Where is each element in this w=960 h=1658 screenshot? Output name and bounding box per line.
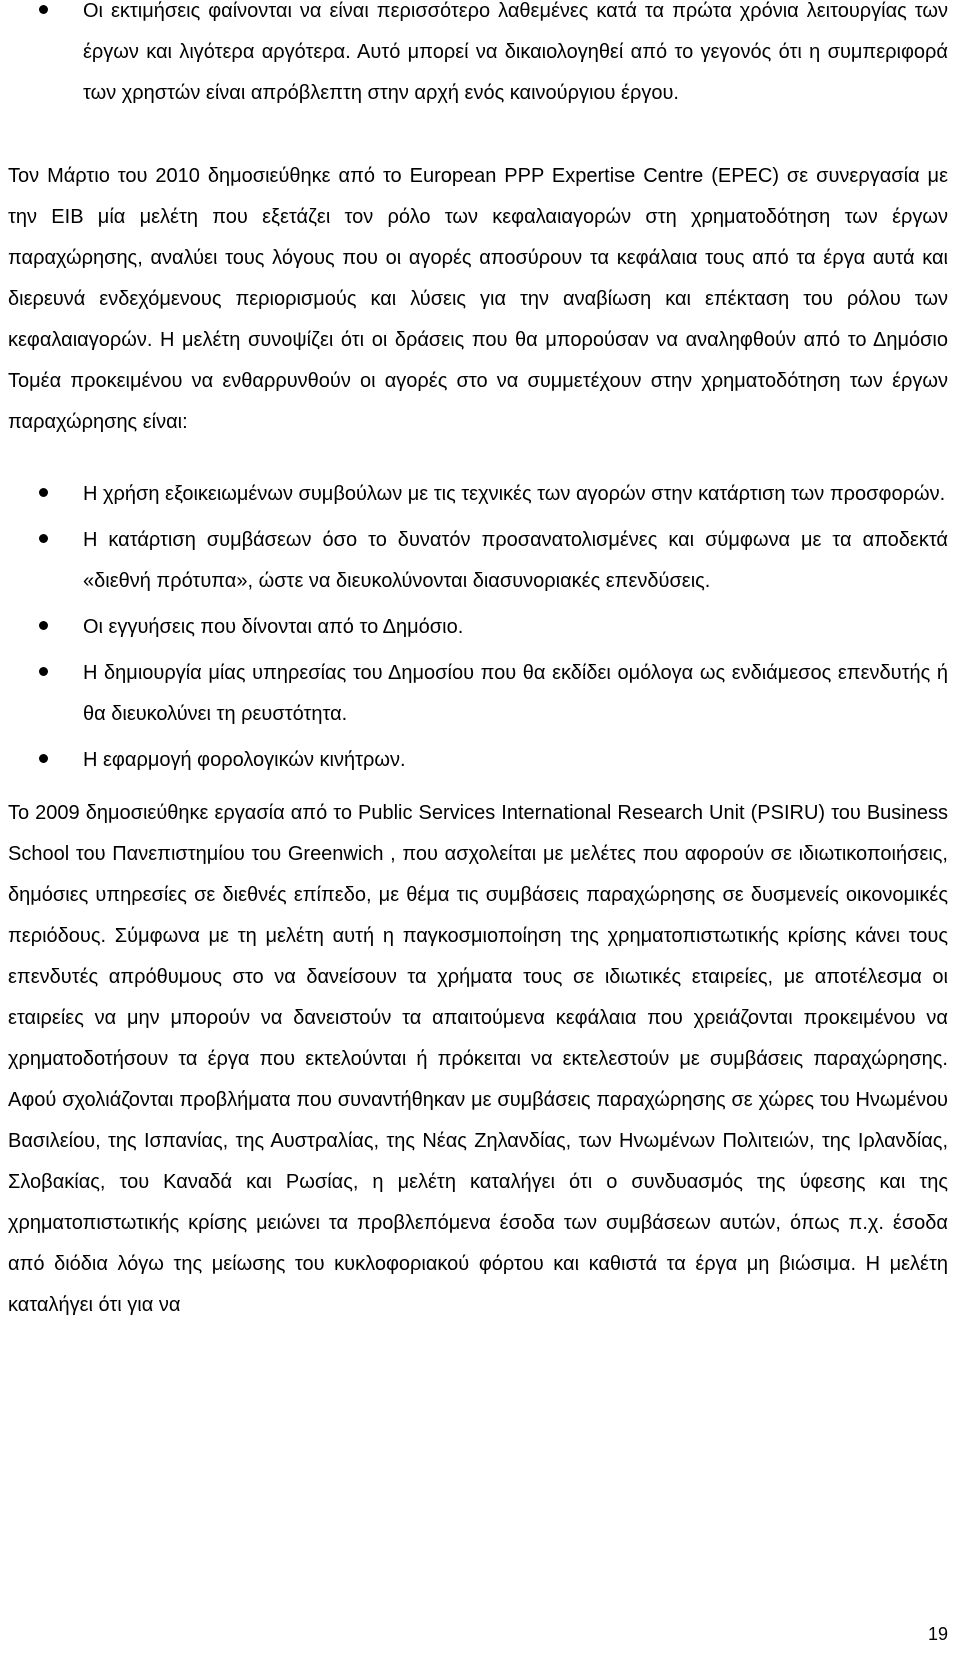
bullet-icon <box>39 667 48 676</box>
list-item-text: Οι εκτιμήσεις φαίνονται να είναι περισσότερο λαθεμένες κατά τα πρώτα χρόνια λειτουργίας των έργων και λιγότερα αργότερα. Αυτό μπορεί να δικαιολογηθεί από το γεγονός ότι η συμπεριφορά των χρηστών είναι απρόβλεπτη στην αρχή ενός καινούργιου έργου. <box>83 0 948 104</box>
list-item-text: Η χρήση εξοικειωμένων συμβούλων με τις τεχνικές των αγορών στην κατάρτιση των προσφορών. <box>83 483 946 505</box>
list-item <box>8 653 948 735</box>
bullet-icon <box>39 5 48 14</box>
bullet-icon <box>39 488 48 497</box>
list-item <box>8 0 948 114</box>
measures-bullet-list <box>8 474 948 781</box>
list-item-text: Η δημιουργία μίας υπηρεσίας του Δημοσίου που θα εκδίδει ομόλογα ως ενδιάμεσος επενδυτής ή θα διευκολύνει τη ρευστότητα. <box>83 662 948 725</box>
bullet-icon <box>39 621 48 630</box>
document-page <box>8 0 948 1326</box>
paragraph-psiru-study: Το 2009 δημοσιεύθηκε εργασία από το Public Services International Research Unit (PSIRU) του Business School του Πανεπιστημίου του Greenwich , που ασχολείται με μελέτες που αφορούν σε ιδιωτικοποιήσεις, δημόσιες υπηρεσίες σε διεθνές επίπεδο, με θέμα τις συμβάσεις παραχώρησης σε δυσμενείς οικονομικές περιόδους. Σύμφωνα με τη μελέτη αυτή η παγκοσμιοποίηση της χρηματοπιστωτικής κρίσης κάνει τους επενδυτές απρόθυμους στο να δανείσουν τα χρήματα τους σε ιδιωτικές εταιρείες, με αποτέλεσμα οι εταιρείες να μην μπορούν να δανειστούν τα απαιτούμενα κεφάλαια που χρειάζονται προκειμένου να χρηματοδοτήσουν τα έργα που εκτελούνται ή πρόκειται να εκτελεστούν με συμβάσεις παραχώρησης. Αφού σχολιάζονται προβλήματα που συναντήθηκαν με συμβάσεις παραχώρησης σε χώρες του Ηνωμένου Βασιλείου, της Ισπανίας, της Αυστραλίας, της Νέας Ζηλανδίας, των Ηνωμένων Πολιτειών, της Ιρλανδίας, Σλοβακίας, του Καναδά και Ρωσίας, η μελέτη καταλήγει ότι ο συνδυασμός της ύφεσης και της χρηματοπιστωτικής κρίσης μειώνει τα προβλεπόμενα έσοδα των συμβάσεων αυτών, όπως π.χ. έσοδα από διόδια λόγω της μείωσης του κυκλοφοριακού φόρτου και καθιστά τα έργα μη βιώσιμα. Η μελέτη καταλήγει ότι για να <box>8 802 948 1316</box>
paragraph-epec-study: Τον Μάρτιο του 2010 δημοσιεύθηκε από το European PPP Expertise Centre (EPEC) σε συνεργασία με την ΕΙΒ μία μελέτη που εξετάζει τον ρόλο των κεφαλαιαγορών στη χρηματοδότηση των έργων παραχώρησης, αναλύει τους λόγους που οι αγορές αποσύρουν τα κεφάλαια τους από τα έργα αυτά και διερευνά ενδεχόμενους περιορισμούς και λύσεις για την αναβίωση και επέκταση του ρόλου των κεφαλαιαγορών. Η μελέτη συνοψίζει ότι οι δράσεις που θα μπορούσαν να αναληφθούν από το Δημόσιο Τομέα προκειμένου να ενθαρρυνθούν οι αγορές στο να συμμετέχουν στην χρηματοδότηση των έργων παραχώρησης είναι: <box>8 165 948 433</box>
bullet-icon <box>39 534 48 543</box>
list-item-text: Η κατάρτιση συμβάσεων όσο το δυνατόν προσανατολισμένες και σύμφωνα με τα αποδεκτά «διεθνή πρότυπα», ώστε να διευκολύνονται διασυνοριακές επενδύσεις. <box>83 529 948 592</box>
list-item-text: Οι εγγυήσεις που δίνονται από το Δημόσιο. <box>83 616 464 638</box>
page-number: 19 <box>927 1624 948 1644</box>
list-item <box>8 520 948 602</box>
list-item <box>8 474 948 515</box>
top-bullet-list <box>8 0 948 114</box>
bullet-icon <box>39 754 48 763</box>
list-item <box>8 740 948 781</box>
list-item <box>8 607 948 648</box>
list-item-text: Η εφαρμογή φορολογικών κινήτρων. <box>83 749 406 771</box>
